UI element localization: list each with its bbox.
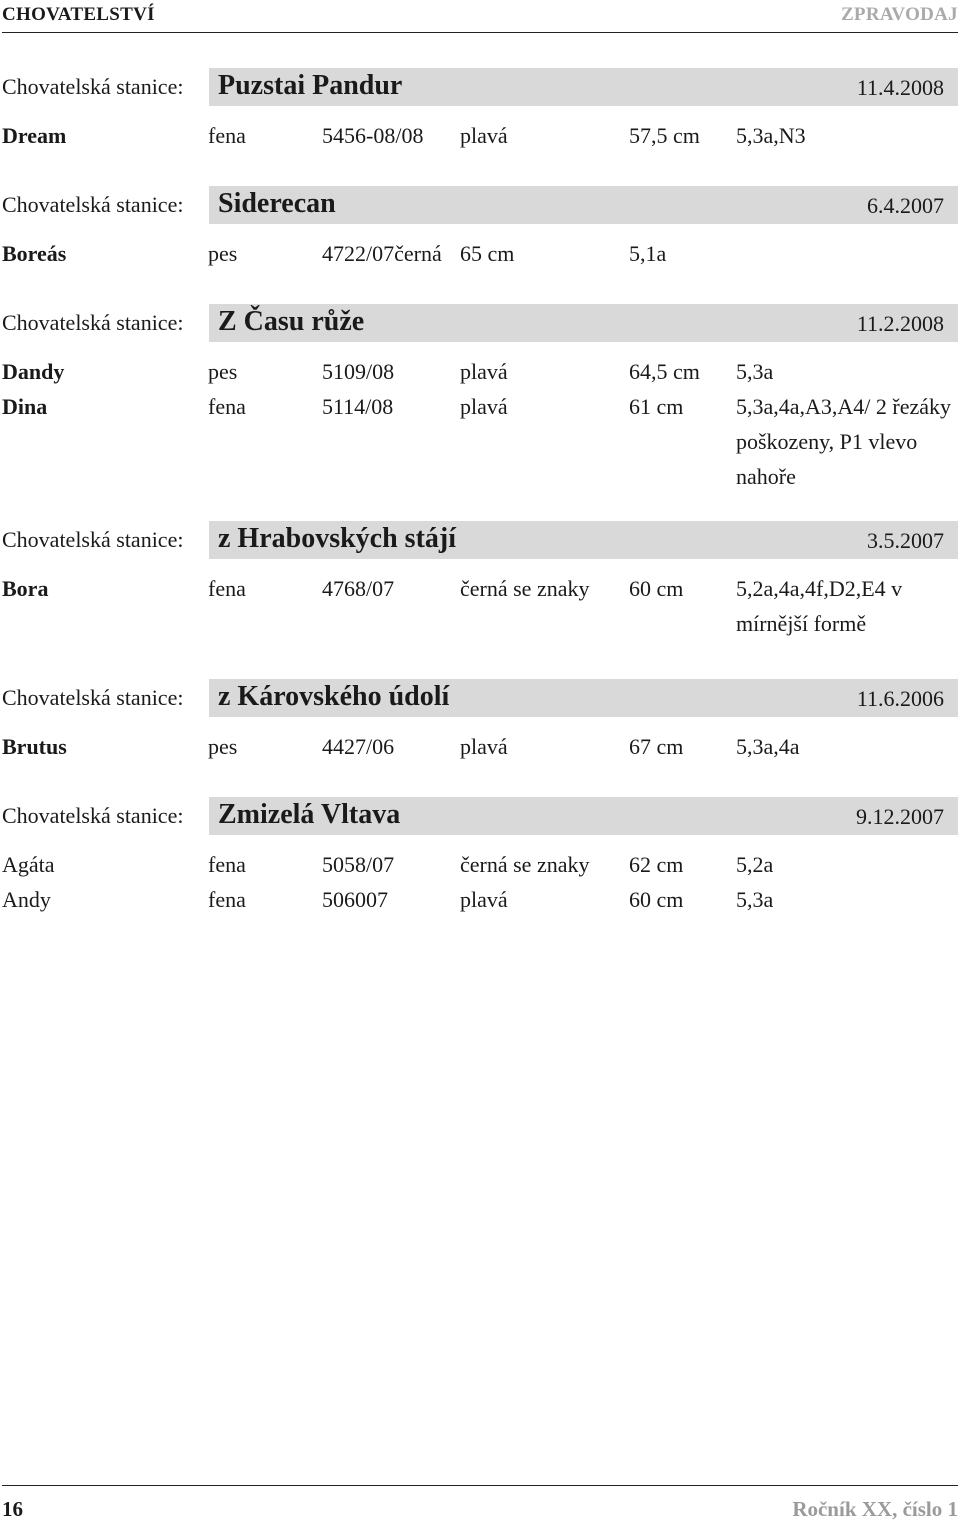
- dog-sex: fena: [208, 576, 246, 601]
- station-name: Siderecan: [218, 188, 336, 219]
- station-date: 9.12.2007: [856, 804, 944, 829]
- dog-color: 65 cm: [460, 241, 515, 266]
- station-header: [0, 68, 960, 106]
- dog-name: Dream: [2, 123, 67, 148]
- station-date: 11.2.2008: [856, 311, 944, 336]
- station-label: Chovatelská stanice:: [2, 685, 184, 710]
- station-block: [0, 68, 960, 153]
- dog-row: [0, 389, 960, 494]
- dog-height: 60 cm: [629, 576, 684, 601]
- dog-sex: fena: [208, 123, 246, 148]
- station-date: 11.6.2006: [856, 686, 944, 711]
- dog-sex: fena: [208, 887, 246, 912]
- dog-color: plavá: [460, 359, 508, 384]
- dog-sex: pes: [208, 734, 238, 759]
- station-label: Chovatelská stanice:: [2, 74, 184, 99]
- station-header: [0, 797, 960, 835]
- publication-title: ZPRAVODAJ: [840, 4, 958, 25]
- station-header: [0, 679, 960, 717]
- station-label: Chovatelská stanice:: [2, 803, 184, 828]
- dog-name: Brutus: [2, 734, 67, 759]
- dog-registration: 4768/07: [322, 576, 395, 601]
- dog-color: plavá: [460, 394, 508, 419]
- dog-color: plavá: [460, 887, 508, 912]
- dog-rating: 5,3a: [736, 887, 774, 912]
- dog-rating: 5,2a,4a,4f,D2,E4 v mírnější formě: [736, 576, 903, 636]
- dog-row: [0, 847, 960, 882]
- station-name: z Károvského údolí: [218, 681, 450, 712]
- dog-sex: pes: [208, 241, 238, 266]
- station-label: Chovatelská stanice:: [2, 192, 184, 217]
- dog-registration: 5058/07: [322, 852, 395, 877]
- dog-name: Dandy: [2, 359, 65, 384]
- dog-row: [0, 882, 960, 917]
- section-title: CHOVATELSTVÍ: [2, 4, 155, 25]
- dog-height: 60 cm: [629, 887, 684, 912]
- dog-color: černá se znaky: [460, 576, 590, 601]
- station-bar: [209, 679, 958, 717]
- dog-height: 57,5 cm: [629, 123, 700, 148]
- station-date: 11.4.2008: [856, 75, 944, 100]
- dog-registration: 5456-08/08: [322, 123, 424, 148]
- dog-height: 61 cm: [629, 394, 684, 419]
- dog-rating: 5,3a,4a: [736, 734, 800, 759]
- dog-rating: 5,3a,N3: [736, 123, 806, 148]
- station-bar: [209, 797, 958, 835]
- dog-rating: 5,2a: [736, 852, 774, 877]
- dog-registration: 4427/06: [322, 734, 395, 759]
- station-header: [0, 186, 960, 224]
- dog-sex: fena: [208, 852, 246, 877]
- station-date: 3.5.2007: [867, 528, 944, 553]
- station-block: [0, 186, 960, 271]
- dog-row: [0, 354, 960, 389]
- dog-rating: 5,3a,4a,A3,A4/ 2 řezáky poškozeny, P1 vlevo nahoře: [736, 394, 952, 489]
- dog-name: Bora: [2, 576, 49, 601]
- dog-registration: 5109/08: [322, 359, 395, 384]
- station-date: 6.4.2007: [867, 193, 944, 218]
- station-block: [0, 679, 960, 764]
- dog-height: 64,5 cm: [629, 359, 700, 384]
- page-header: [2, 0, 958, 33]
- dog-registration: 5114/08: [322, 394, 394, 419]
- station-block: [0, 797, 960, 917]
- station-name: Zmizelá Vltava: [218, 799, 401, 830]
- station-name: z Hrabovských stájí: [218, 523, 456, 554]
- dog-name: Andy: [2, 887, 51, 912]
- dog-name: Dina: [2, 394, 48, 419]
- dog-registration: 506007: [322, 887, 388, 912]
- dog-row: [0, 729, 960, 764]
- issue-info: Ročník XX, číslo 1: [792, 1497, 958, 1521]
- dog-height: 62 cm: [629, 852, 684, 877]
- station-bar: [209, 521, 958, 559]
- dog-row: [0, 571, 960, 641]
- dog-row: [0, 236, 960, 271]
- page-number: 16: [2, 1497, 23, 1521]
- station-block: [0, 304, 960, 494]
- dog-height: 5,1a: [629, 241, 667, 266]
- dog-name: Boreás: [2, 241, 67, 266]
- station-bar: [209, 186, 958, 224]
- dog-sex: fena: [208, 394, 246, 419]
- dog-rating: 5,3a: [736, 359, 774, 384]
- station-bar: [209, 304, 958, 342]
- station-label: Chovatelská stanice:: [2, 527, 184, 552]
- dog-registration: 4722/07černá: [322, 241, 442, 266]
- station-label: Chovatelská stanice:: [2, 310, 184, 335]
- dog-color: černá se znaky: [460, 852, 590, 877]
- dog-sex: pes: [208, 359, 238, 384]
- station-header: [0, 521, 960, 559]
- dog-color: plavá: [460, 123, 508, 148]
- dog-row: [0, 118, 960, 153]
- station-bar: [209, 68, 958, 106]
- dog-name: Agáta: [2, 852, 55, 877]
- page-footer: [2, 1485, 958, 1521]
- dog-height: 67 cm: [629, 734, 684, 759]
- dog-color: plavá: [460, 734, 508, 759]
- station-name: Puzstai Pandur: [218, 70, 403, 101]
- station-name: Z Času růže: [218, 306, 365, 337]
- station-header: [0, 304, 960, 342]
- station-block: [0, 521, 960, 641]
